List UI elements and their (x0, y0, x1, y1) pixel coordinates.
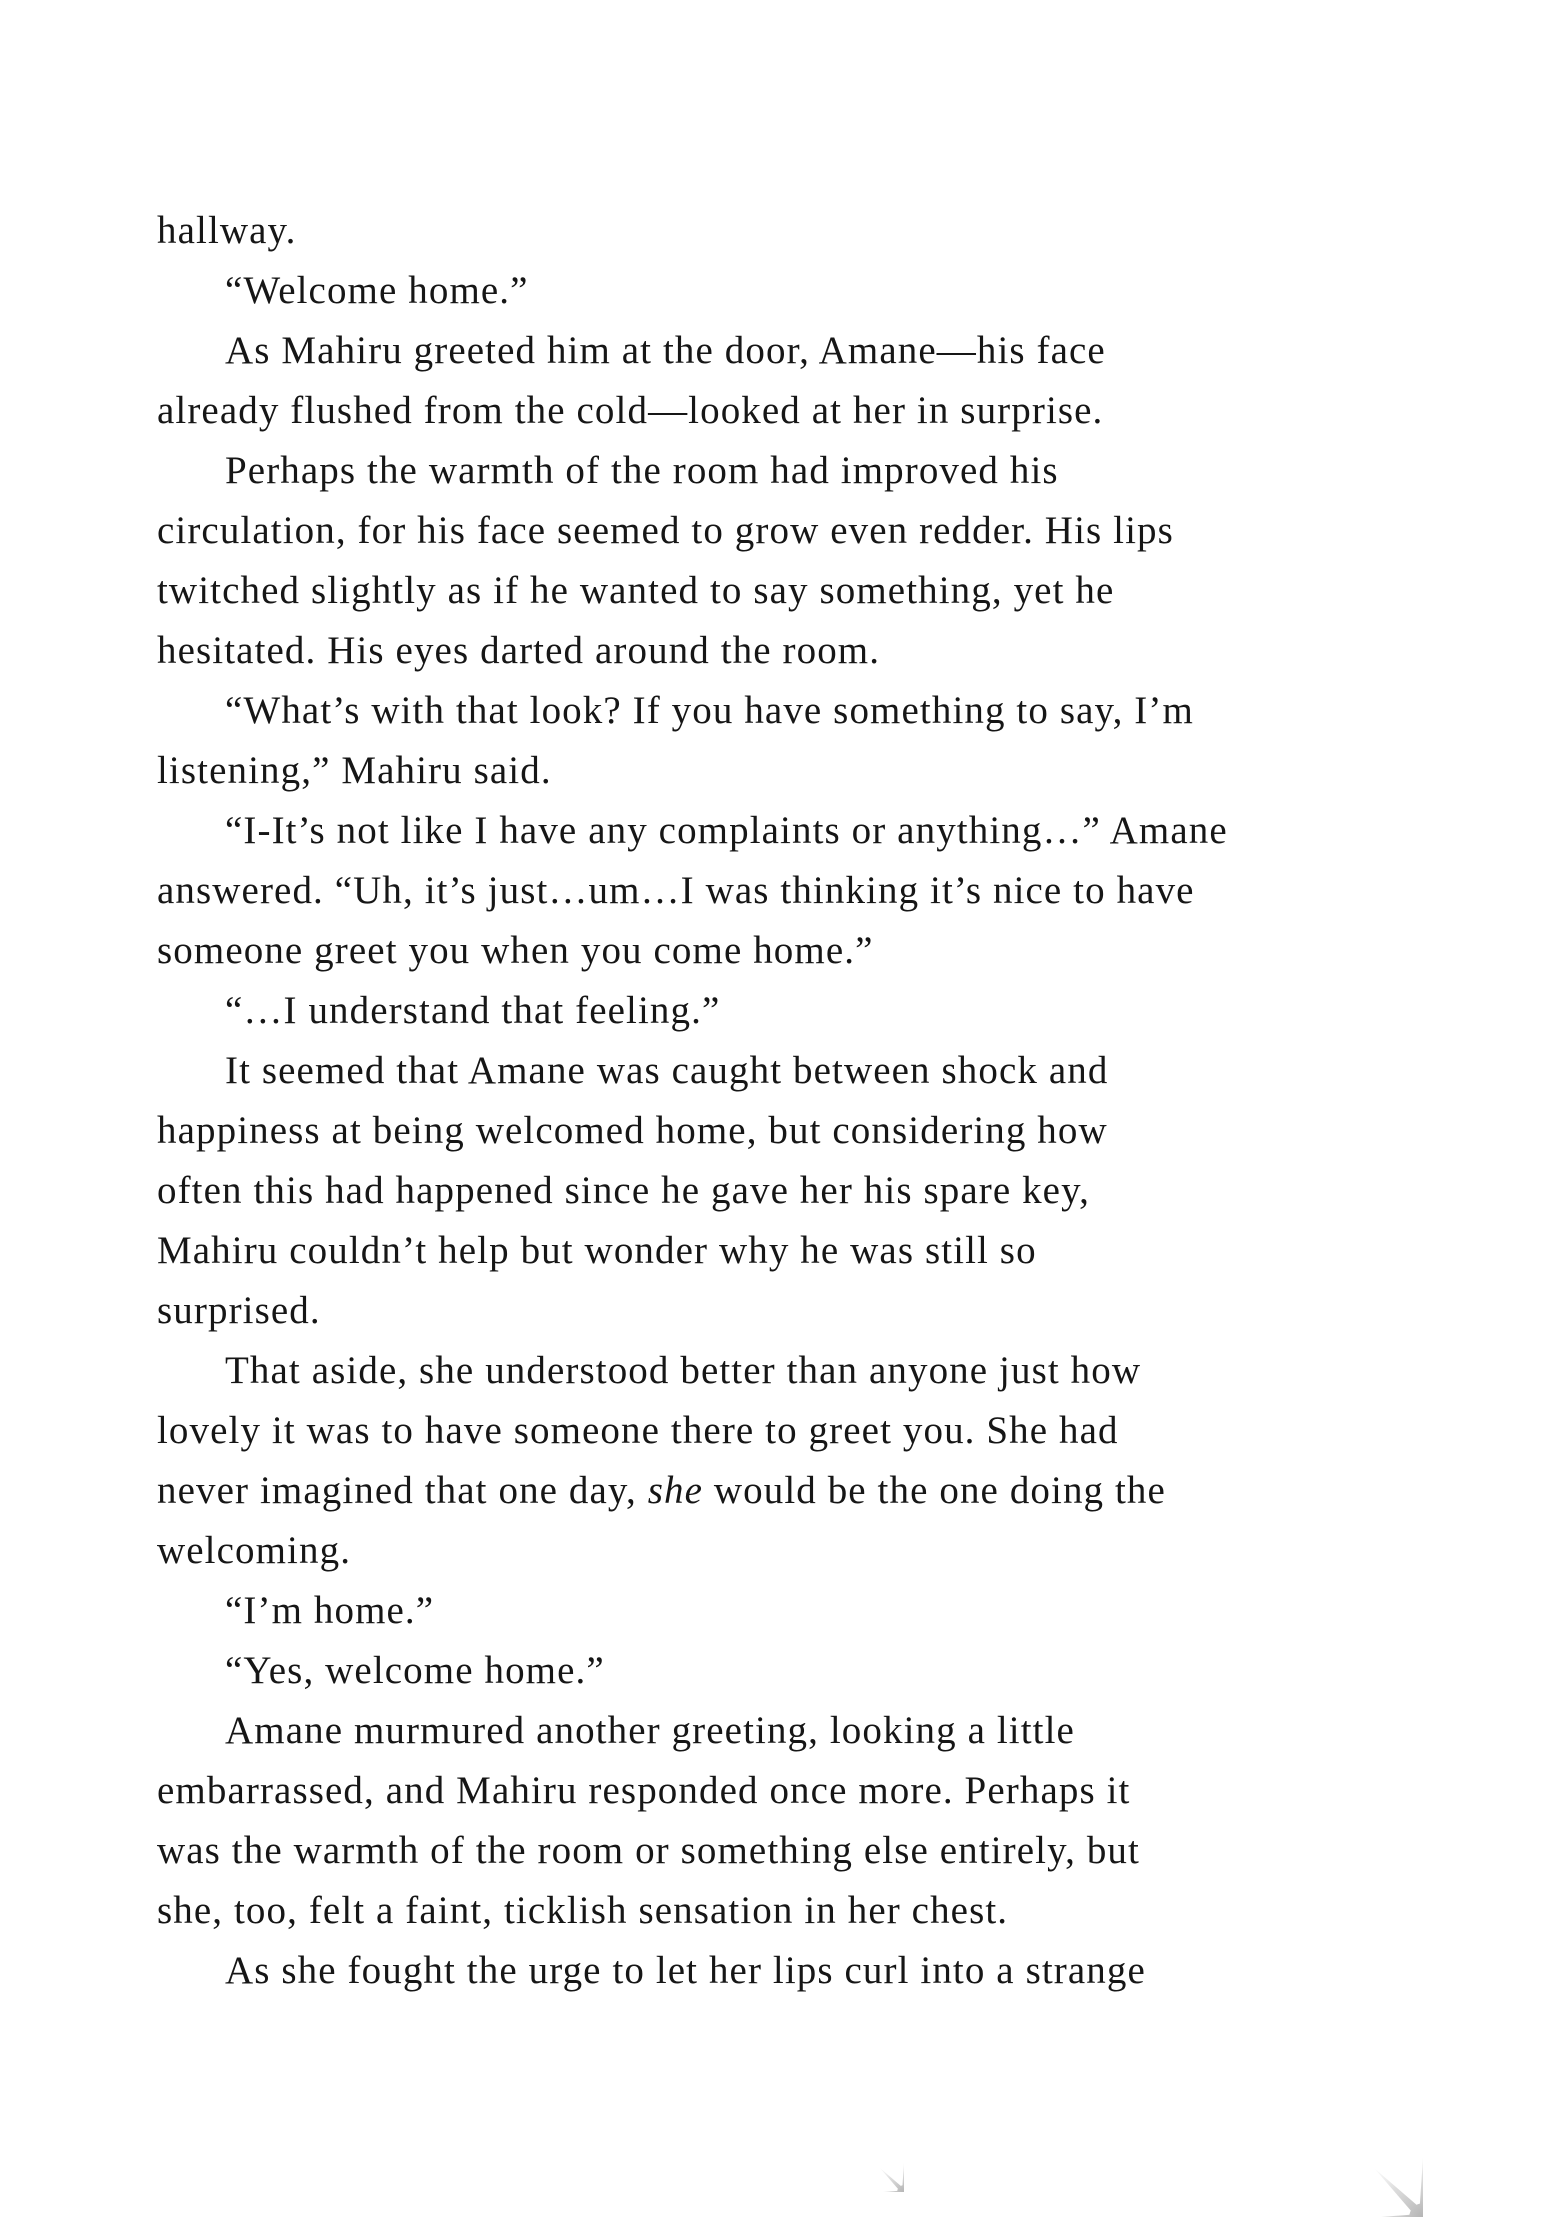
text-line (157, 921, 1397, 981)
page-text (157, 201, 1397, 2001)
text-line (157, 1941, 1397, 2001)
text-line (157, 1641, 1397, 1701)
text-line (157, 1341, 1397, 1401)
text-line (157, 1401, 1397, 1461)
text-segment: someone greet you when you come home.” (157, 929, 874, 972)
text-line (157, 501, 1397, 561)
text-segment: surprised. (157, 1289, 321, 1332)
text-segment: “Yes, welcome home.” (225, 1649, 605, 1692)
text-line (157, 561, 1397, 621)
text-line (157, 1221, 1397, 1281)
text-segment: already flushed from the cold—looked at her in surprise. (157, 389, 1104, 432)
text-segment: lovely it was to have someone there to greet you. She had (157, 1409, 1119, 1452)
text-segment: happiness at being welcomed home, but considering how (157, 1109, 1108, 1152)
text-segment: she, too, felt a faint, ticklish sensation in her chest. (157, 1889, 1009, 1932)
text-segment: embarrassed, and Mahiru responded once more. Perhaps it (157, 1769, 1131, 1812)
text-segment: hallway. (157, 209, 297, 252)
text-line (157, 1281, 1397, 1341)
text-segment: “What’s with that look? If you have something to say, I’m (225, 689, 1194, 732)
text-segment: “Welcome home.” (225, 269, 529, 312)
text-line (157, 321, 1397, 381)
text-segment: hesitated. His eyes darted around the room. (157, 629, 881, 672)
text-line (157, 861, 1397, 921)
text-segment: “…I understand that feeling.” (225, 989, 721, 1032)
text-line (157, 381, 1397, 441)
text-line (157, 621, 1397, 681)
text-line (157, 741, 1397, 801)
text-line (157, 801, 1397, 861)
text-segment: listening,” Mahiru said. (157, 749, 552, 792)
text-line (157, 261, 1397, 321)
text-line (157, 1161, 1397, 1221)
text-line (157, 1701, 1397, 1761)
text-segment: was the warmth of the room or something else entirely, but (157, 1829, 1140, 1872)
text-segment: often this had happened since he gave her his spare key, (157, 1169, 1091, 1212)
text-segment: twitched slightly as if he wanted to say something, yet he (157, 569, 1115, 612)
text-line (157, 1461, 1397, 1521)
text-line (157, 1041, 1397, 1101)
text-line (157, 201, 1397, 261)
text-line (157, 1881, 1397, 1941)
text-segment: would be the one doing the (703, 1469, 1166, 1512)
text-line (157, 1101, 1397, 1161)
text-segment: Mahiru couldn’t help but wonder why he was still so (157, 1229, 1037, 1272)
sparkle-icon (1278, 2072, 1423, 2217)
text-segment: “I’m home.” (225, 1589, 435, 1632)
text-segment: welcoming. (157, 1529, 352, 1572)
text-segment: never imagined that one day, (157, 1469, 648, 1512)
sparkle-icon (832, 2120, 904, 2192)
text-segment: It seemed that Amane was caught between shock and (225, 1049, 1109, 1092)
text-segment: answered. “Uh, it’s just…um…I was thinking it’s nice to have (157, 869, 1195, 912)
text-segment: As she fought the urge to let her lips curl into a strange (225, 1949, 1146, 1992)
text-line (157, 681, 1397, 741)
text-segment: circulation, for his face seemed to grow even redder. His lips (157, 509, 1174, 552)
text-line (157, 1821, 1397, 1881)
text-line (157, 981, 1397, 1041)
text-segment: “I-It’s not like I have any complaints or anything…” Amane (225, 809, 1228, 852)
italic-text-segment: she (647, 1469, 703, 1512)
text-line (157, 1761, 1397, 1821)
text-line (157, 1521, 1397, 1581)
text-line (157, 441, 1397, 501)
text-segment: Amane murmured another greeting, looking a little (225, 1709, 1075, 1752)
text-segment: Perhaps the warmth of the room had improved his (225, 449, 1059, 492)
text-segment: As Mahiru greeted him at the door, Amane—his face (225, 329, 1106, 372)
text-segment: That aside, she understood better than anyone just how (225, 1349, 1142, 1392)
text-line (157, 1581, 1397, 1641)
